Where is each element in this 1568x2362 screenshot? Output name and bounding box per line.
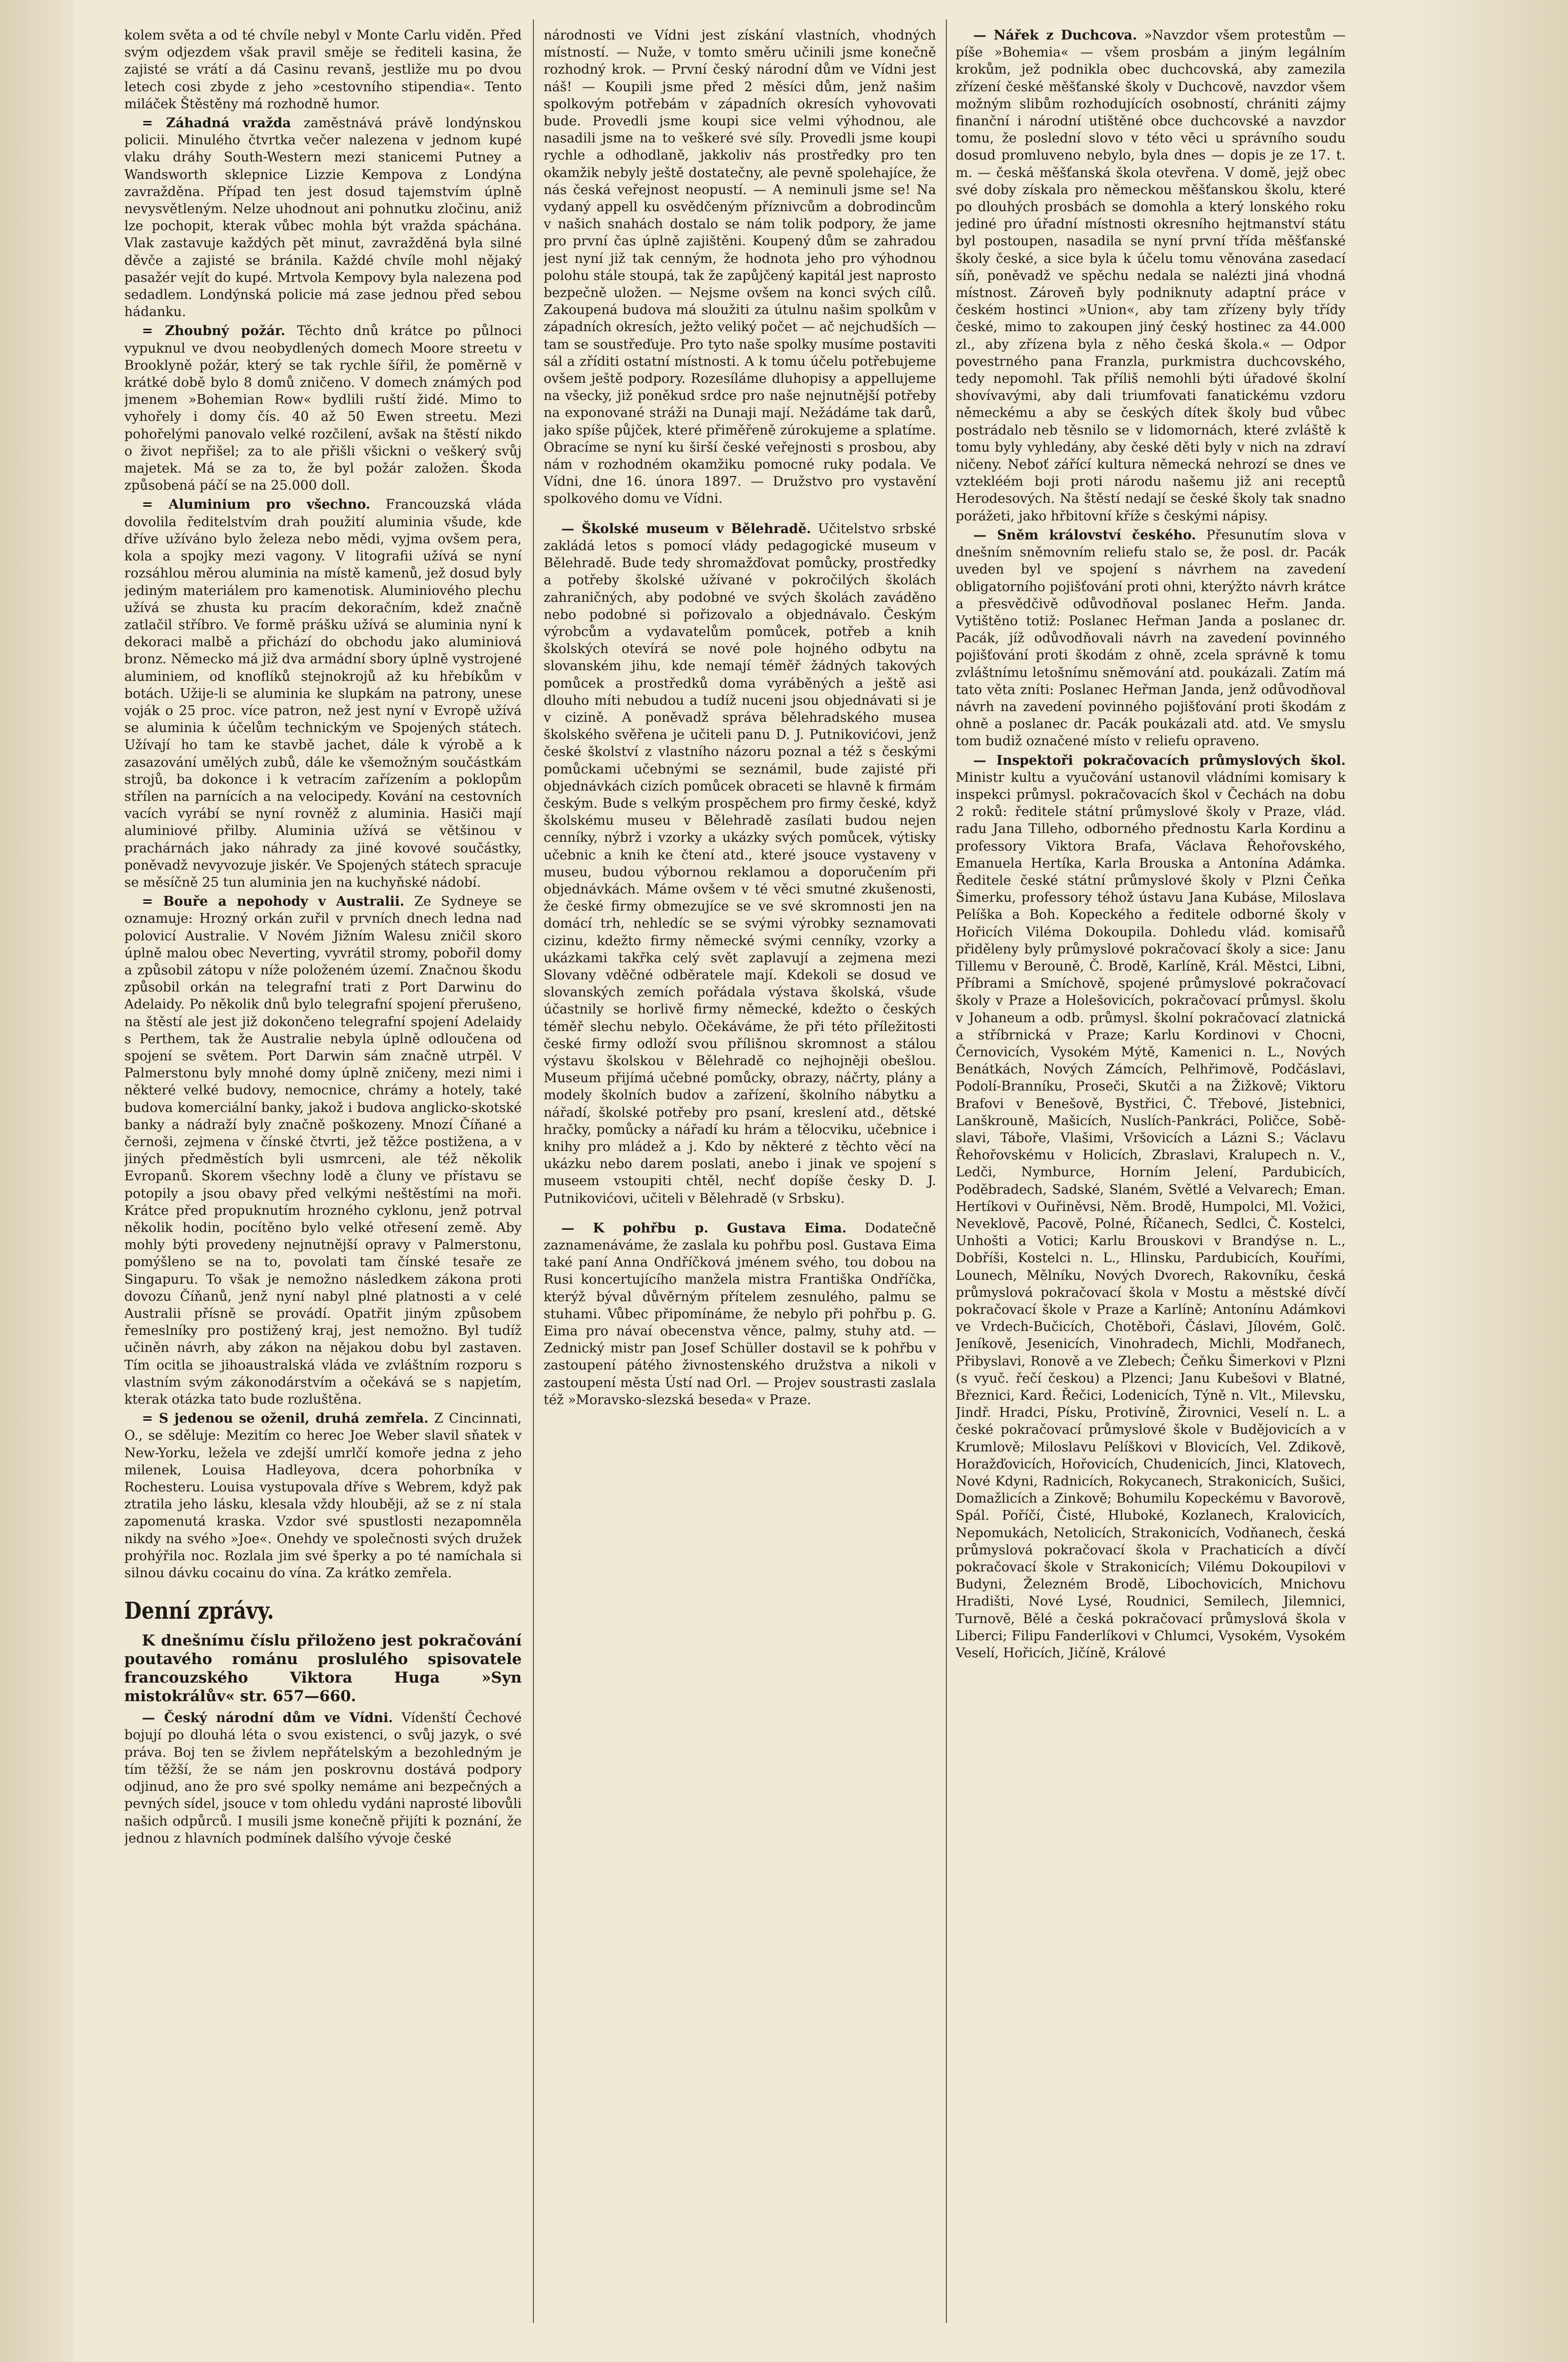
column-1 [124,27,522,2333]
article-heading: = Zhoubný požár. [142,323,286,339]
column-3 [956,27,1346,2333]
article-murder [124,115,522,320]
article-heading: = Bouře a nepohody v Australii. [142,894,405,910]
article-eim-funeral [544,1220,936,1409]
article-storm [124,893,522,1408]
column-rule [946,20,947,2323]
article-heading: = Aluminium pro všechno. [142,497,371,513]
article-national-house [124,1709,522,1847]
article-heading: — Český národní dům ve Vídni. [142,1710,393,1726]
article-diet [956,527,1346,750]
article-body: Učitelstvo srbské zakládá letos s pomocí vlády pedagogické museum v Bělehradě. Bude tedy shromažďovat pomůcky, prostředky a potřeby školské užívané v pokročilých školách zahraničných, aby podobné ve svých školách zaváděno nebo podobné si pořizovalo a objednávalo. Českým výrobcům a vydavatelům pomůcek, potřeb a knih školských otevírá se nové pole hojného odbytu na slovanském jihu, kde nemají téměř žádných takových pomůcek a prostředků doma vyráběných a ještě asi dlouho míti nebudou a tudíž nuceni jsou objednávati si je v cizině. A poněvadž správa bělehradského musea školského svěřena je učiteli panu D. J. Putnikovićovi, jenž české školství z vlastního názoru poznal a též s českými pomůckami učebnými se seznámil, bude zajisté při objednávkách cizích pomůcek obraceti se hlavně k firmám českým. Bude s velkým prospěchem pro firmy české, když školskému museu v Bělehradě zasílati budou nejen cenníky, nýbrž i vzorky a ukázky svých pomůcek, výtisky učebnic a knih ke čtení atd., které jsouce vystaveny v museu, budou výbornou reklamou a doporučením při objednávkách. Máme ovšem v té věci smutné zkušenosti, že české firmy obmezujíce se ve své skromnosti jen na domácí trh, nehledíc se se svými výrobky seznamovati cizinu, kdežto firmy německé svými cenníky, vzorky a ukázkami takřka celý svět zaplavují a zejmena mezi Slovany vděčné odběratele mají. Kdekoli se dosud ve slovanských zemích pořádala výstava školská, všude účastnily se horlivě firmy německé, kdežto o českých téměř slechu nebylo. Očekáváme, že při této příležitosti české firmy odloží svou přílišnou skromnost a stálou výstavu školskou v Bělehradě co nejhojněji obešlou. Museum přijímá učebné pomůcky, obrazy, náčrty, plány a modely školních budov a zařízení, školního nábytku a nářadí, školské potřeby pro psaní, kreslení atd., dětské hračky, pomůcky a nářadí ku hrám a tělocviku, učebnice i knihy pro mládež a j. Kdo by některé z těchto věcí na ukázku nebo darem poslati, anebo i jinak ve spojení s museem vstoupiti chtěl, nechť dopíše česky D. J. Putnikovićovi, učiteli v Bělehradě (v Srbsku). [544,521,936,1206]
article-body: »Navzdor všem protestům — píše »Bohemia« — všem prosbám a jiným legálním krokům, jež podnikla obec duchcovská, aby zamezila zřízení české měšťanské školy v Duchcově, navzdor všem možným slibům rozhodujících osobností, chrániti zájmy finanční i národní utištěné obce duchcovské a navzdor tomu, že poslední slovo v této věci u správního soudu dosud promluveno nebylo, byla dnes — dopis je ze 17. t. m. — česká měšťanská škola otevřena. V domě, jejž obec své doby získala pro německou měšťanskou školu, které po dlouhých prosbách se domohla a který lonského roku jediné pro úřadní místnosti okresního hejtmanství státu byl postoupen, nasadila se nyní první třída měšťanské školy české, a sice byla k účelu tomu věnována zasedací síň, poněvadž ve spěchu nedala se nalézti jiná vhodná místnost. Zároveň byly podniknuty adaptní práce v českém hostinci »Union«, aby tam zřízeny byly třídy české, mimo to zakoupen jiný český hostinec za 44.000 zl., aby zřízena byla z něho česká škola.« — Odpor povestrného pana Franzla, purkmistra duchcovského, tedy nepomohl. Tak příliš nemohli býti úřadové školní shovívavými, aby dali triumfovati fanatickému vzdoru německému a aby se českých dítek školy bud vůbec postrádalo neb těsnilo se v lidomornách, které zvláště k tomu byly vyhledány, aby české děti byly v nich na zdraví ničeny. Neboť zářící kultura německá nehrozí se dnes ve vztekléém boji proti národu našemu již ani receptů Herodesových. Na štěstí nedají se české školy tak snadno porážeti, jako hřbitovní kříže s českými nápisy. [956,28,1346,524]
article-heading: — K pohřbu p. Gustava Eima. [561,1220,847,1236]
article-museum [544,520,936,1207]
article-fire [124,322,522,494]
article-body: Ministr kultu a vyučování ustanovil vládními komisary k inspekci průmysl. pokračovacích škol v Čechách na dobu 2 roků: ředitele státní průmyslové školy v Praze, vlád. radu Jana Tilleho, odborného přednostu Karla Kordinu a professory Viktora Brafa, Václava Řehořovského, Emanuela Hertíka, Karla Brouska a Antonína Adámka. Ředitele české státní průmyslové školy v Plzni Čeňka Šimerku, professory téhož ústavu Jana Kubáse, Miloslava Pelíška a Boh. Kopeckého a ředitele odborné školy v Hořicích Viléma Dokoupila. Dohledu vlád. komisařů přiděleny byly průmyslové pokračovací školy a sice: Janu Tillemu v Berouně, Č. Brodě, Karlíně, Král. Městci, Libni, Příbrami a Smíchově, spojené průmyslové pokračovací školy v Praze a Holešovicích, pokračovací průmysl. školu v Johaneum a odb. průmysl. školní pokračovací zlatnická a stříbrnická v Praze; Karlu Kordinovi v Chocni, Černovicích, Vysokém Mýtě, Kamenici n. L., Nových Benátkách, Nových Zámcích, Pelhřimově, Podčáslavi, Podolí-Branníku, Proseči, Skutči a na Žižkově; Viktoru Brafovi v Benešově, Bystřici, Č. Třebové, Jistebnici, Lanškrouně, Mašicích, Nuslích-Pankráci, Poličce, Sobě-slavi, Táboře, Vlašimi, Vršovicích a Lázni S.; Václavu Řehořovskému v Holicích, Zbraslavi, Kralupech n. V., Ledči, Nymburce, Horním Jelení, Pardubicích, Poděbradech, Sadské, Slaném, Světlé a Velvarech; Eman. Hertíkovi v Ouřiněvsi, Něm. Brodě, Humpolci, Ml. Vožici, Neveklově, Pacově, Polné, Říčanech, Sedlci, Č. Kostelci, Unhošti a Votici; Karlu Brouskovi v Brandýse n. L., Dobříši, Kostelci n. L., Hlinsku, Pardubicích, Kouřími, Lounech, Mělníku, Nových Dvorech, Rakovníku, česká průmyslová pokračovací škola v Mostu a městské dívčí pokračovací škole v Praze a Karlíně; Antonínu Adámkovi ve Vrdech-Bučicích, Chotěboři, Čáslavi, Jílovém, Golč. Jeníkově, Jesenicích, Vinohradech, Michli, Modřanech, Přibyslavi, Ronově a ve Zlebech; Čeňku Šimerkovi v Plzni (s vyuč. řečí českou) a Plzenci; Janu Kubešovi v Blatné, Březnici, Kard. Řečici, Lodenicích, Týně n. Vlt., Milevsku, Jindř. Hradci, Písku, Protivíně, Žirovnici, Veselí n. L. a české pokračovací průmyslové škole v Budějovicích a v Krumlově; Miloslavu Pelíškovi v Blovicích, Vel. Zdikově, Horažďovicích, Hořovicích, Chudenicích, Jinci, Klatovech, Nové Kdyni, Radnicích, Rokycanech, Strakonicích, Sušici, Domažlicích a Zinkově; Bohumilu Kopeckému v Bavorově, Spál. Poříčí, Čisté, Hluboké, Kozlanech, Kralovicích, Nepomukách, Netolicích, Strakonicích, Vodňanech, česká průmyslová pokračovací škola v Prachaticích a dívčí pokračovací škole v Strakonicích; Vilému Dokoupilovi v Budyni, Železném Brodě, Libochovicích, Mnichovu Hradišti, Nové Lysé, Roudnici, Semilech, Jilemnici, Turnově, Bělé a česká pokračovací průmyslová škola v Liberci; Filipu Fanderlíkovi v Chlumci, Vysokém, Vysokém Veselí, Hořicích, Jičíně, Králové [956,770,1346,1661]
section-title: Denní zprávy. [124,1597,274,1625]
article-heading: — Inspektoři pokračovacích průmyslových škol. [973,753,1346,768]
article-inspectors [956,752,1346,1662]
article-married [124,1410,522,1582]
article-body: Z Cincinnati, O., se sděluje: Mezitím co herec Joe Weber slavil sňatek v New-Yorku, ležela ve zdejší umrlčí komoře jedna z jeho milenek, Louisa Hadleyova, dcera pohorbníka v Rochesteru. Louisa vystupovala dříve s Webrem, když pak ztratila jeho lásku, klesala vždy hlouběji, až se z ní stala zapomenutá kraska. Vzdor své spustlosti nezapomněla nikdy na svého »Joe«. Onehdy ve společnosti svých družek prohýřila noc. Rozlala jim své šperky a po té namíchala si silnou dávku cocainu do vína. Za krátko zemřela. [124,1411,522,1581]
article-body: Vídenští Čechové bojují po dlouhá léta o svou existenci, o svůj jazyk, o své práva. Boj ten se živlem nepřátelským a bezohledným je tím těžší, že se nám jen poskrovnu dostává podpory odjinud, ano že pro své spolky nemáme ani bezpečných a pevných sídel, jsouce v tom ohledu vydáni naprosté libovůli našich odpůrců. I musili jsme konečně přijíti k poznání, že jednou z hlavních podmínek dalšího vývoje české [124,1710,522,1846]
column-rule [533,20,534,2323]
article-continuation: kolem světa a od té chvíle nebyl v Monte Carlu viděn. Před svým odjezdem však pravil směje se řediteli kasina, že zajisté se vrátí a dá Casinu revanš, jestliže mu po dvou letech cosi zbyde z jeho »cestovního stipendia«. Tento miláček Štěstěny má rozhodně humor. [124,28,522,112]
article-continuation: národnosti ve Vídni jest získání vlastních, vhodných místností. — Nuže, v tomto směru učinili jsme konečně rozhodný krok. — První český národní dům ve Vídni jest náš! — Koupili jsme před 2 měsíci dům, jenž našim spolkovým potřebám v západních okresích vyhovovati bude. Provedli jsme koupi sice velmi výhodnou, ale nasadili jsme na to veškeré své síly. Provedli jsme koupi rychle a odhodlaně, jakkoliv nás prostředky pro ten okamžik nebyly ještě dostatečny, ale pevně spolehajíce, že nás česká veřejnost neopustí. — A neminuli jsme se! Na vydaný appell ku osvědčeným příznivcům a dobrodincům v našich snahách dostalo se nám tolik podpory, že jame pro první čas úplně zajištěni. Koupený dům se zahradou jest nyní již tak cenným, že hodnota jeho pro výhodnou polohu stále stoupá, tak že zapůjčený kapitál jest naprosto bezpečně uložen. — Nejsme ovšem na konci svých cílů. Zakoupená budova má sloužiti za útulnu našim spolkům v západních okresích, ježto veliký počet — ač nejchudších — tam se soustřeďuje. Pro tyto naše spolky musíme postaviti sál a zříditi ostatní místnosti. A k tomu účelu potřebujeme ovšem ještě podpory. Rozesíláme dluhopisy a appellujeme na všecky, již poněkud srdce pro naše nejnutnější potřeby na exponované stráži na Dunaji mají. Nežádáme tak darů, jako spíše půjček, které přiměřeně zúrokujeme a splatíme. Obracíme se nyní ku širší české veřejnosti s prosbou, aby nám v rozhodném okamžiku pomocné ruky podala. Ve Vídni, dne 16. února 1897. — Družstvo pro vystavění spolkového domu ve Vídni. [544,28,936,507]
article-heading: = S jedenou se oženil, druhá zemřela. [142,1411,429,1427]
article-body: Francouzská vláda dovolila ředitelstvím drah použití aluminia všude, kde dříve užíváno bylo železa nebo mědi, vyjma ovšem pera, kola a spojky mezi vagony. V litografii užívá se nyní rozsáhlou měrou aluminia na místě kamenů, jež dosud byly jediným materiálem pro kamenotisk. Aluminiového plechu užívá se zhusta ku pracím dekoračním, kdež značně zatlačil stříbro. Ve formě prášku užívá se aluminia nyní k dekoraci malbě a přichází do obchodu jako aluminiová bronz. Německo má již dva armádní sbory úplně vystrojené aluminiem, od knoflíků stejnokrojů až ku hřebíkům v botách. Užije-li se aluminia ke slupkám na patrony, unese voják o 25 proc. více patron, než jest nyní v Evropě užívá se aluminia k účelům technickým ve Spojených státech. Užívají ho tam ke stavbě jachet, dále k výrobě a k zasazování umělých zubů, dále ke všemožným součástkám strojů, ba dokonce i k vetracím zařízením a poklopům střílen na parnících a na velocipedy. Kování na cestovních vacích vyrábí se nyní rovněž z aluminia. Hasiči mají aluminiové přilby. Aluminia užívá se většinou v prachárnách jako náhrady za jiné kovové součástky, poněvadž nevyvozuje jiskér. Ve Spojených státech spracuje se měsíčně 25 tun aluminia jen na kuchyňské nádobí. [124,497,522,890]
article-aluminium [124,496,522,891]
article-heading: — Školské museum v Bělehradě. [561,521,811,536]
article-body: zaměstnává právě londýnskou policii. Minulého čtvrtka večer nalezena v jednom kupé vlaku dráhy South-Western mezi stanicemi Putney a Wandsworth sklepnice Lizzie Kempova z Londýna zavražděna. Případ ten jest dosud tajemstvím úplně nevysvětleným. Nelze uhodnout ani pohnutku zločinu, aniž lze pochopit, kterak vůbec mohla být vražda spáchána. Vlak zastavuje každých pět minut, zavražděná byla silné děvče a zajisté se bránila. Každé chvíle mohl nějaký pasažér vejít do kupé. Mrtvola Kempovy byla nalezena pod sedadlem. Londýnská policie má zase jednou před sebou hádanku. [124,116,522,320]
page-margin-right [1407,0,1568,2362]
article-body: Ze Sydneye se oznamuje: Hrozný orkán zuřil v prvních dnech ledna nad polovicí Australie. V Novém Jižním Walesu zničil skoro úplně malou obec Neverting, vyvrátil stromy, pobořil domy a způsobil zátopu v níže položeném území. Značnou škodu způsobil orkán na telegrafní trati z Port Darwinu do Adelaidy. Po několik dnů bylo telegrafní spojení přerušeno, na štěstí ale jest již dokončeno telegrafní spojení Adelaidy s Perthem, tak že Australie nebyla úplně odloučena od spojení se světem. Port Darwin sám značně utrpěl. V Palmerstonu byly mnohé domy úplně zničeny, mezi nimi i některé velké budovy, nemocnice, chrámy a hotely, také budova komerciální banky, jakož i budova anglicko-skotské banky a nádraží byly značně poškozeny. Mnozí Číňané a černoši, zejmena v čínské čtvrti, jež těžce postižena, a v jiných předměstích byli usmrceni, ale též několik Evropanů. Skorem všechny lodě a čluny ve přístavu se potopily a jsou obavy před velkými neštěstími na moři. Krátce před propuknutím hrozného cyklonu, jenž potrval několik hodin, pocítěno bylo velké otřesení země. Aby mohly býti provedeny nejnutnější opravy v Palmerstonu, pomýšleno se na to, povolati tam čínské tesaře ze Singapuru. To však je nemožno následkem zákona proti dovozu Číňanů, jenž nyní nabyl plné platnosti a v celé Australii přísně se provádí. Opatřit jiným způsobem řemeslníky pro postižený kraj, jest nemožno. Byl tudíž učiněn návrh, aby zákon na nějakou dobu byl zastaven. Tím ocitla se jihoaustralská vláda ve zvláštním rozporu s vlastním svým zákonodárstvím a očekává se s napjetím, kterak otázka tato bude rozluštěna. [124,894,522,1408]
article-body: Přesunutím slova v dnešním sněmovním reliefu stalo se, že posl. dr. Pacák uveden byl ve spojení s návrhem na zavedení obligatorního pojišťování proti ohni, kterýžto návrh krátce a přesvědčivě odůvodňoval poslanec Heřm. Janda. Vytištěno totiž: Poslanec Heřman Janda a poslanec dr. Pacák, jíž odůvodňovali návrh na zavedení povinného pojišťování proti škodám z ohně, zcela správně k tomu zvláštnímu letošnímu sněmování atd. poukázali. Zatím má tato věta zníti: Poslanec Heřman Janda, jenž odůvodňoval návrh na zavedení povinného pojišťování proti škodám z ohně a poslanec dr. Pacák poukázali atd. atd. Ve smyslu tom budiž označené místo v reliefu opraveno. [956,527,1346,749]
article-body: Těchto dnů krátce po půlnoci vypuknul ve dvou neobydlených domech Moore streetu v Brooklyně požár, který se tak rychle šířil, že poměrně v krátké době bylo 8 domů zničeno. V domech známých pod jmenem »Bohemian Row« bydlili ruští židé. Mimo to vyhořely i domy čís. 40 až 50 Ewen streetu. Mezi pohořelými panovalo velké rozčilení, avšak na štěstí nikdo o život nepřišel; za to ale přišli všickni o veškerý svůj majetek. Má se za to, že byl požár založen. Škoda způsobená páčí se na 25.000 doll. [124,323,522,494]
article-heading: = Záhadná vražda [142,116,291,131]
article-body: Dodatečně zaznamenáváme, že zaslala ku pohřbu posl. Gustava Eima také paní Anna Ondříčková jménem svého, tou dobou na Rusi koncertujícího manžela mistra Františka Ondříčka, kterýž býval důvěrným přítelem zesnulého, palmu se stuhami. Vůbec připomínáme, že nebylo při pohřbu p. G. Eima pro návaí obecenstva věnce, palmy, stuhy atd. — Zednický mistr pan Josef Schüller dostavil se k pohřbu v zastoupení pátého živnostenského družstva a nikoli v zastoupení města Ústí nad Orl. — Projev soustrasti zaslala též »Moravsko-slezská beseda« v Praze. [544,1220,936,1408]
page-edge-left [0,0,73,2362]
article-duchcov [956,27,1346,525]
article-heading: — Nářek z Duchcova. [973,28,1137,43]
novel-notice: K dnešnímu číslu přiloženo jest pokračování poutavého románu proslulého spisovatele francouzského Viktora Huga »Syn mistokrálův« str. 657—660. [124,1632,522,1706]
article-heading: — Sněm království českého. [973,527,1196,543]
column-2 [544,27,936,2333]
